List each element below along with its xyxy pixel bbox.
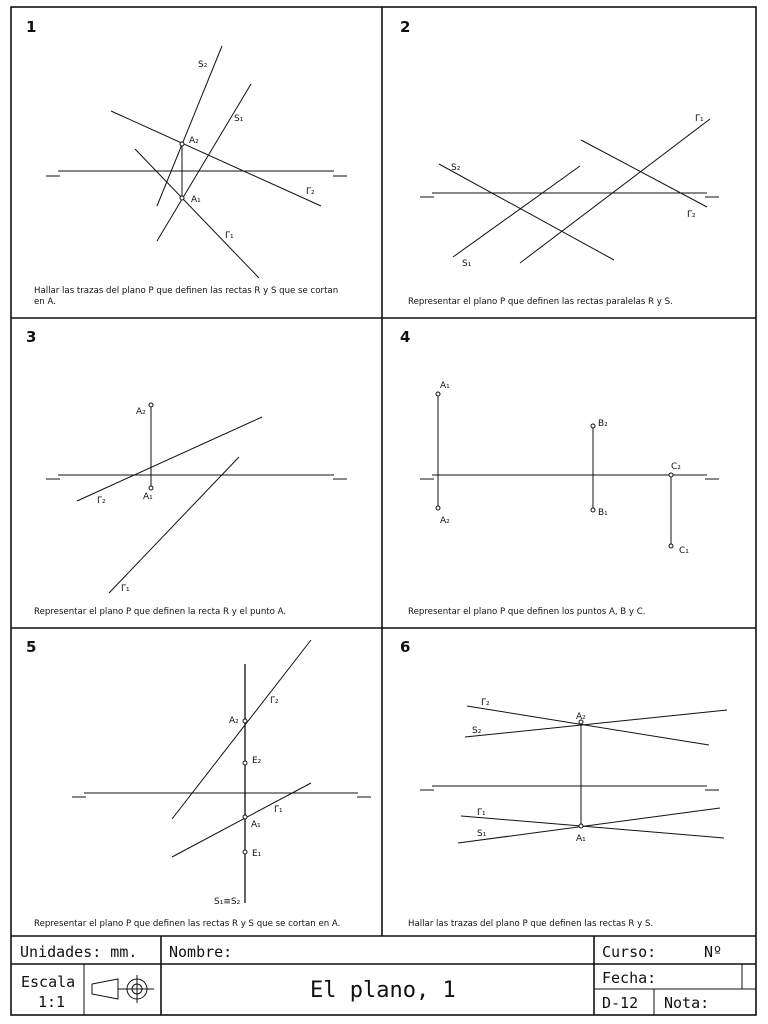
sheet-code: D-12 (602, 994, 639, 1012)
label-r1: Γ₁ (225, 231, 234, 241)
point-a2 (180, 142, 184, 146)
panel-number: 4 (400, 328, 411, 346)
units-label: Unidades: mm. (20, 943, 138, 961)
label-s1: S₁ (462, 259, 472, 269)
label-c1: C₁ (679, 546, 689, 556)
panel-number: 6 (400, 638, 411, 656)
label-s2: S₂ (451, 163, 461, 173)
point-b1 (591, 508, 595, 512)
point-a2 (436, 506, 440, 510)
panel-caption: Hallar las trazas del plano P que definen las rectas R y S. (408, 919, 654, 929)
label-a1: A₁ (576, 834, 586, 844)
label-r2: Γ₂ (306, 187, 315, 197)
label-s2: S₂ (472, 726, 482, 736)
panel-2 (400, 18, 719, 307)
date-label: Fecha: (602, 969, 657, 987)
label-a1: A₁ (440, 381, 450, 391)
point-a1 (149, 486, 153, 490)
label-a1: A₁ (191, 195, 201, 205)
line-r2 (467, 706, 709, 745)
point-a1 (436, 392, 440, 396)
label-r2: Γ₂ (270, 696, 279, 706)
label-r1: Γ₁ (477, 808, 486, 818)
line-r2 (77, 417, 262, 501)
line-r2 (581, 140, 707, 207)
line-s1 (157, 84, 251, 241)
number-label: Nº (704, 943, 723, 961)
point-c2 (669, 473, 673, 477)
line-s1 (458, 808, 720, 843)
label-s2: S₂ (198, 60, 208, 70)
point-a1 (243, 815, 247, 819)
title-block (11, 936, 756, 1015)
label-a2: A₂ (576, 712, 586, 722)
line-s1 (453, 166, 580, 257)
course-label: Curso: (602, 943, 657, 961)
label-a1: A₁ (251, 820, 261, 830)
line-r1 (520, 119, 710, 263)
panel-number: 2 (400, 18, 411, 36)
first-angle-projection-icon (92, 975, 154, 1003)
label-r1: Γ₁ (121, 584, 130, 594)
panel-3 (26, 328, 347, 617)
label-c2: C₂ (671, 462, 681, 472)
line-r2 (111, 111, 321, 206)
panel-number: 5 (26, 638, 37, 656)
label-a2: A₂ (136, 407, 146, 417)
label-s1: S₁ (477, 829, 487, 839)
label-a2: A₂ (229, 716, 239, 726)
line-r2 (172, 640, 311, 819)
panel-4 (400, 328, 719, 617)
line-r1 (135, 149, 259, 278)
point-a2 (243, 719, 247, 723)
label-r2: Γ₂ (97, 496, 106, 506)
panel-caption: Representar el plano P que definen los puntos A, B y C. (408, 607, 646, 617)
scale-label: Escala (21, 973, 76, 991)
label-a1: A₁ (143, 492, 153, 502)
label-e2: E₂ (252, 756, 262, 766)
label-r1: Γ₁ (695, 114, 704, 124)
label-s-coincident: S₁≡S₂ (214, 897, 241, 907)
panel-caption: Representar el plano P que definen la recta R y el punto A. (34, 607, 287, 617)
note-label: Nota: (664, 994, 710, 1012)
panel-number: 1 (26, 18, 37, 36)
line-r1 (461, 816, 724, 838)
point-a1 (180, 196, 184, 200)
label-s1: S₁ (234, 114, 244, 124)
label-r2: Γ₂ (687, 210, 696, 220)
sheet-title: El plano, 1 (310, 978, 456, 1003)
point-e2 (243, 761, 247, 765)
scale-value: 1:1 (38, 993, 66, 1011)
label-a2: A₂ (440, 516, 450, 526)
label-e1: E₁ (252, 849, 262, 859)
panel-6 (400, 638, 727, 929)
panel-caption: Representar el plano P que definen las rectas paralelas R y S. (408, 297, 673, 307)
name-label: Nombre: (169, 943, 233, 961)
panel-number: 3 (26, 328, 37, 346)
panel-caption: Hallar las trazas del plano P que definen las rectas R y S que se cortan en A. (34, 286, 339, 307)
label-b1: B₁ (598, 508, 608, 518)
line-r1 (172, 783, 311, 857)
sheet-frame (11, 7, 756, 1015)
panel-caption: Representar el plano P que definen las rectas R y S que se cortan en A. (34, 919, 341, 929)
panel-5 (26, 638, 371, 929)
label-b2: B₂ (598, 419, 608, 429)
point-b2 (591, 424, 595, 428)
point-a2 (149, 403, 153, 407)
point-a1 (579, 824, 583, 828)
point-e1 (243, 850, 247, 854)
label-a2: A₂ (189, 136, 199, 146)
label-r2: Γ₂ (481, 698, 490, 708)
label-r1: Γ₁ (274, 805, 283, 815)
line-s2 (465, 710, 727, 737)
panel-1 (26, 18, 347, 307)
point-c1 (669, 544, 673, 548)
